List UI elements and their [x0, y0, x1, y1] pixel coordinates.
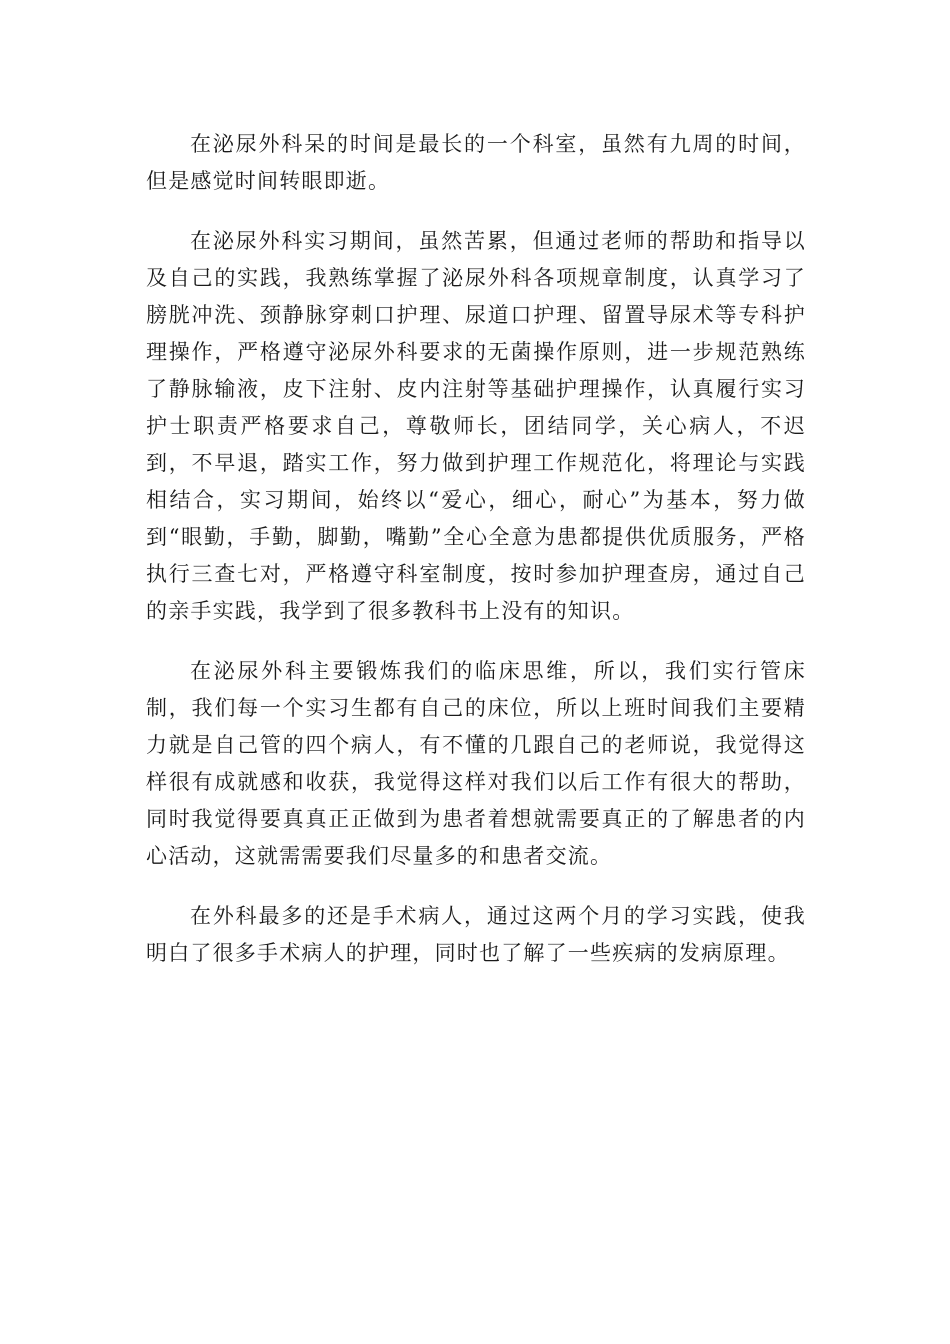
- paragraph-4: 在外科最多的还是手术病人，通过这两个月的学习实践，使我明白了很多手术病人的护理，同时也了解了一些疾病的发病原理。: [146, 904, 806, 965]
- document-body: [146, 126, 806, 972]
- paragraph-2: 在泌尿外科实习期间，虽然苦累，但通过老师的帮助和指导以及自己的实践，我熟练掌握了泌尿外科各项规章制度，认真学习了膀胱冲洗、颈静脉穿刺口护理、尿道口护理、留置导尿术等专科护理操作，严格遵守泌尿外科要求的无菌操作原则，进一步规范熟练了静脉输液，皮下注射、皮内注射等基础护理操作，认真履行实习护士职责严格要求自己，尊敬师长，团结同学，关心病人，不迟到，不早退，踏实工作，努力做到护理工作规范化，将理论与实践相结合，实习期间，始终以“爱心，细心，耐心”为基本，努力做到“眼勤，手勤，脚勤，嘴勤”全心全意为患都提供优质服务，严格执行三查七对，严格遵守科室制度，按时参加护理查房，通过自己的亲手实践，我学到了很多教科书上没有的知识。: [146, 229, 806, 623]
- paragraph-1: 在泌尿外科呆的时间是最长的一个科室，虽然有九周的时间，但是感觉时间转眼即逝。: [146, 132, 806, 193]
- paragraph-3: 在泌尿外科主要锻炼我们的临床思维，所以，我们实行管床制，我们每一个实习生都有自己的床位，所以上班时间我们主要精力就是自己管的四个病人，有不懂的几跟自己的老师说，我觉得这样很有成就感和收获，我觉得这样对我们以后工作有很大的帮助，同时我觉得要真真正正做到为患者着想就需要真正的了解患者的内心活动，这就需需要我们尽量多的和患者交流。: [146, 659, 806, 868]
